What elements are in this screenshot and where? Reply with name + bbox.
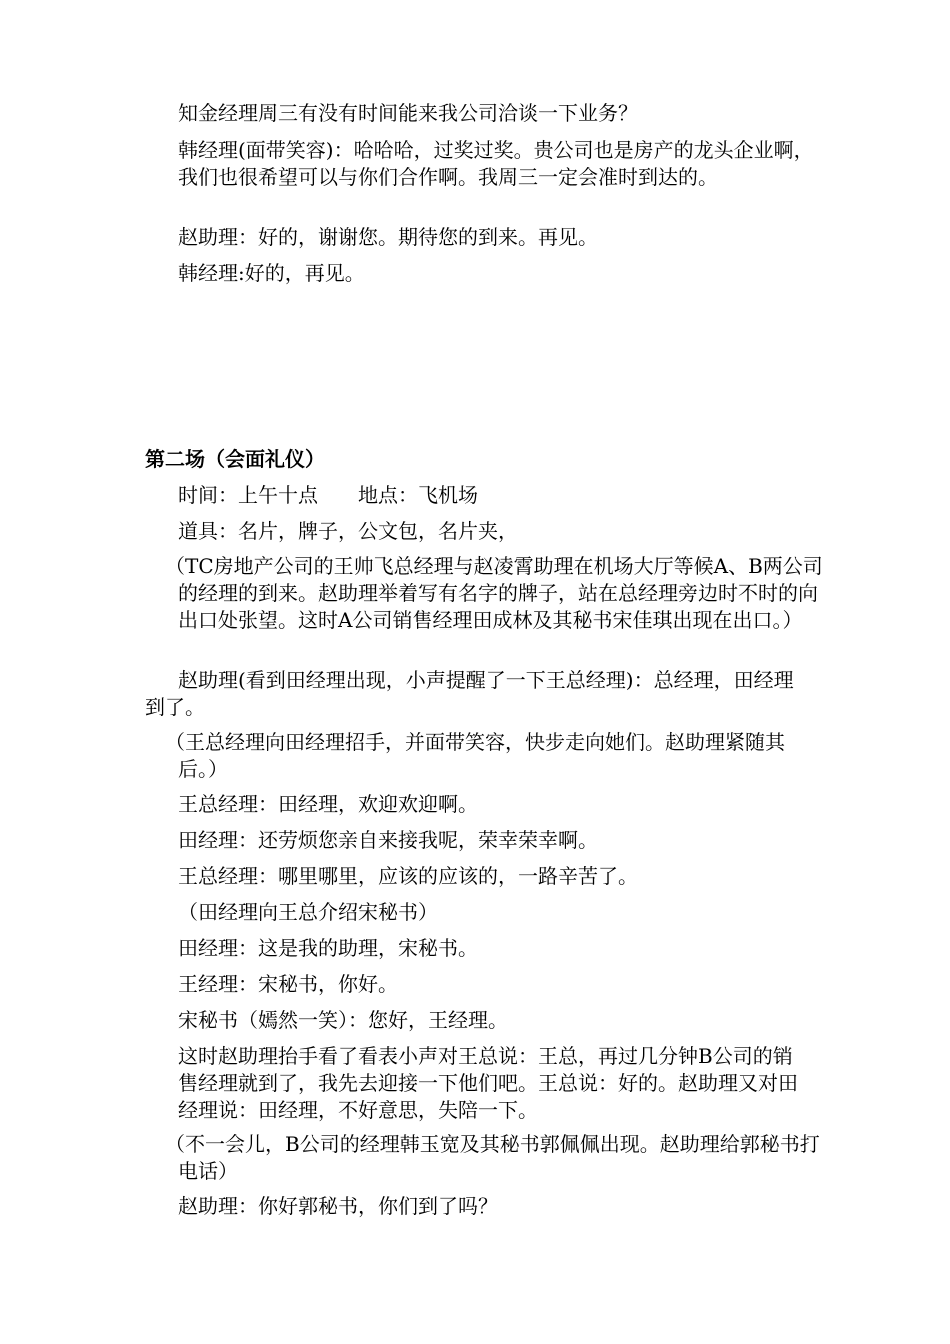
stage-direction: （王总经理向田经理招手，并面带笑容，快步走向她们。赵助理紧随其后。） (165, 730, 785, 781)
time-place-line: 时间：上午十点 地点：飞机场 (178, 483, 478, 507)
paragraph: 韩经理:好的，再见。 (178, 261, 365, 285)
dialogue-line: 宋秘书（嫣然一笑）：您好，王经理。 (178, 1008, 508, 1032)
dialogue-line: 田经理：还劳烦您亲自来接我呢，荣幸荣幸啊。 (178, 828, 598, 852)
dialogue-line: 赵助理(看到田经理出现，小声提醒了一下王总经理)：总经理，田经理到了。 (145, 668, 794, 719)
dialogue-line: 王总经理：田经理，欢迎欢迎啊。 (178, 792, 478, 816)
stage-direction: （TC房地产公司的王帅飞总经理与赵凌霄助理在机场大厅等候A、B两公司的经理的到来。赵助理举着写有名字的牌子，站在总经理旁边时不时的向出口处张望。这时A公司销售经理田成林及其秘书宋佳琪出现在出口。） (165, 554, 823, 632)
paragraph: 知金经理周三有没有时间能来我公司洽谈一下业务？ (178, 101, 638, 125)
dialogue-line: 王经理：宋秘书，你好。 (178, 972, 398, 996)
dialogue-line: 王总经理：哪里哪里，应该的应该的，一路辛苦了。 (178, 864, 638, 888)
paragraph: 韩经理(面带笑容)：哈哈哈，过奖过奖。贵公司也是房产的龙头企业啊，我们也很希望可以与你们合作啊。我周三一定会准时到达的。 (178, 138, 814, 189)
props-line: 道具：名片，牌子，公文包，名片夹， (178, 519, 518, 543)
stage-direction: （不一会儿，B公司的经理韩玉宽及其秘书郭佩佩出现。赵助理给郭秘书打电话） (165, 1132, 820, 1183)
dialogue-line: 赵助理：你好郭秘书，你们到了吗？ (178, 1194, 498, 1218)
scene-heading: 第二场（会面礼仪） (145, 447, 325, 471)
narration-paragraph: 这时赵助理抬手看了看表小声对王总说：王总，再过几分钟B公司的销售经理就到了，我先去迎接一下他们吧。王总说：好的。赵助理又对田经理说：田经理，不好意思，失陪一下。 (178, 1044, 798, 1122)
stage-direction: （田经理向王总介绍宋秘书） (178, 900, 438, 924)
dialogue-line: 田经理：这是我的助理，宋秘书。 (178, 936, 478, 960)
paragraph: 赵助理：好的，谢谢您。期待您的到来。再见。 (178, 225, 598, 249)
